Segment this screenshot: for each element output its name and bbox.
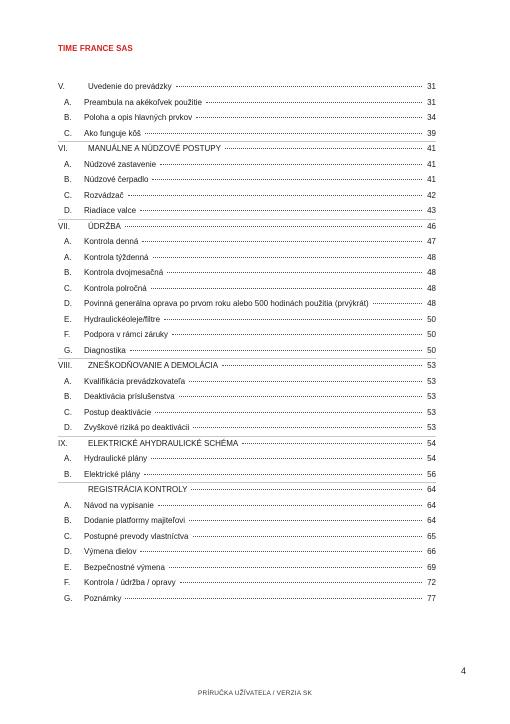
toc-entry-page: 48 bbox=[427, 299, 436, 308]
dot-leader bbox=[191, 489, 422, 490]
toc-entry[interactable] bbox=[58, 561, 436, 575]
toc-entry-number: C. bbox=[64, 407, 72, 417]
toc-entry-page: 42 bbox=[427, 190, 436, 200]
toc-entry-title: Kontrola denná bbox=[84, 237, 139, 246]
toc-entry-number: A. bbox=[64, 159, 72, 169]
dot-leader bbox=[145, 133, 422, 134]
toc-entry[interactable] bbox=[58, 96, 436, 110]
toc-entry-number: E. bbox=[64, 314, 72, 324]
dot-leader bbox=[179, 396, 422, 397]
toc-entry[interactable] bbox=[58, 266, 436, 280]
toc-entry-number: B. bbox=[64, 469, 72, 479]
dot-leader bbox=[151, 458, 422, 459]
page-number: 4 bbox=[460, 666, 466, 676]
toc-entry-page: 53 bbox=[427, 361, 436, 370]
toc-entry[interactable] bbox=[58, 251, 436, 265]
toc-entry[interactable] bbox=[58, 80, 436, 94]
toc-entry[interactable] bbox=[58, 390, 436, 404]
toc-entry-page: 50 bbox=[427, 314, 436, 324]
toc-entry-title: Kontrola polročná bbox=[84, 283, 147, 293]
toc-entry-number: B. bbox=[64, 175, 72, 184]
toc-entry-page: 65 bbox=[427, 531, 436, 541]
toc-entry-page: 31 bbox=[427, 82, 436, 91]
dot-leader bbox=[373, 303, 422, 304]
toc-entry[interactable] bbox=[58, 220, 436, 234]
toc-entry-page: 64 bbox=[427, 516, 436, 525]
toc-entry-title: MANUÁLNE A NÚDZOVÉ POSTUPY bbox=[88, 144, 221, 153]
toc-entry-title: Poznámky bbox=[84, 593, 122, 603]
dot-leader bbox=[140, 551, 422, 552]
toc-entry[interactable] bbox=[58, 313, 436, 327]
toc-entry-number: VII. bbox=[58, 221, 71, 231]
toc-entry-page: 53 bbox=[427, 392, 436, 401]
toc-entry[interactable] bbox=[58, 282, 436, 296]
dot-leader bbox=[169, 567, 422, 568]
toc-entry-number: C. bbox=[64, 190, 72, 200]
toc-entry-page: 53 bbox=[427, 376, 436, 386]
toc-entry-page: 66 bbox=[427, 547, 436, 556]
section-divider bbox=[58, 141, 436, 142]
dot-leader bbox=[176, 86, 422, 87]
toc-entry-page: 56 bbox=[427, 469, 436, 479]
dot-leader bbox=[189, 381, 422, 382]
toc-entry-page: 54 bbox=[427, 454, 436, 463]
toc-entry-number: F. bbox=[64, 330, 71, 339]
toc-entry[interactable] bbox=[58, 468, 436, 482]
toc-entry-title: REGISTRÁCIA KONTROLY bbox=[88, 485, 188, 494]
toc-entry[interactable] bbox=[58, 576, 436, 590]
toc-entry-number: A. bbox=[64, 237, 72, 246]
dot-leader bbox=[140, 210, 422, 211]
toc-entry[interactable] bbox=[58, 452, 436, 466]
toc-entry-title: ELEKTRICKÉ AHYDRAULICKÉ SCHÉMA bbox=[88, 438, 239, 448]
toc-entry-page: 50 bbox=[427, 345, 436, 355]
toc-entry-page: 72 bbox=[427, 578, 436, 587]
toc-entry-title: Ako funguje kôš bbox=[84, 128, 141, 138]
toc-entry-page: 48 bbox=[427, 268, 436, 277]
toc-entry[interactable] bbox=[58, 158, 436, 172]
toc-entry-number: D. bbox=[64, 547, 72, 556]
dot-leader bbox=[155, 412, 422, 413]
toc-entry-number: A. bbox=[64, 97, 72, 107]
dot-leader bbox=[164, 319, 422, 320]
section-divider bbox=[58, 436, 436, 437]
toc-entry-title: Podpora v rámci záruky bbox=[84, 330, 169, 339]
toc-entry-title: Hydraulické plány bbox=[84, 454, 148, 463]
dot-leader bbox=[153, 257, 423, 258]
toc-entry-title: Zvyškové riziká po deaktivácii bbox=[84, 423, 190, 432]
dot-leader bbox=[193, 427, 422, 428]
toc-entry-number: VIII. bbox=[58, 361, 73, 370]
toc-entry[interactable] bbox=[58, 142, 436, 156]
toc-entry-title: Hydraulickéoleje/filtre bbox=[84, 314, 161, 324]
toc-entry-page: 54 bbox=[427, 438, 436, 448]
toc-entry-page: 64 bbox=[427, 500, 436, 510]
toc-entry-title: Núdzové čerpadlo bbox=[84, 175, 149, 184]
toc-entry-number: D. bbox=[64, 206, 72, 215]
toc-entry-page: 53 bbox=[427, 423, 436, 432]
toc-entry[interactable] bbox=[58, 545, 436, 559]
dot-leader bbox=[128, 195, 422, 196]
toc-entry[interactable] bbox=[58, 406, 436, 420]
dot-leader bbox=[130, 350, 422, 351]
dot-leader bbox=[222, 365, 422, 366]
toc-entry-title: Kontrola / údržba / opravy bbox=[84, 578, 176, 587]
toc-entry-title: Kontrola týždenná bbox=[84, 252, 149, 262]
dot-leader bbox=[152, 179, 422, 180]
toc-entry-title: Dodanie platformy majiteľovi bbox=[84, 516, 186, 525]
toc-entry-number: D. bbox=[64, 423, 72, 432]
toc-entry-page: 48 bbox=[427, 283, 436, 293]
footer-text: PRÍRUČKA UŽÍVATEĽA / VERZIA SK bbox=[197, 690, 313, 697]
toc-entry[interactable] bbox=[58, 437, 436, 451]
toc-entry-number: B. bbox=[64, 268, 72, 277]
toc-entry-page: 47 bbox=[427, 237, 436, 246]
toc-entry-number: F. bbox=[64, 578, 71, 587]
dot-leader bbox=[151, 288, 422, 289]
toc-entry-title: Poloha a opis hlavných prvkov bbox=[84, 113, 193, 122]
toc-entry-page: 43 bbox=[427, 206, 436, 215]
toc-entry-number: B. bbox=[64, 392, 72, 401]
toc-entry-page: 64 bbox=[427, 485, 436, 494]
toc-entry-number: A. bbox=[64, 252, 72, 262]
toc-entry-title: Kontrola dvojmesačná bbox=[84, 268, 164, 277]
toc-entry-page: 39 bbox=[427, 128, 436, 138]
toc-entry-number: C. bbox=[64, 128, 72, 138]
toc-entry[interactable] bbox=[58, 328, 436, 342]
toc-entry-page: 53 bbox=[427, 407, 436, 417]
toc-entry[interactable] bbox=[58, 499, 436, 513]
toc-entry-page: 41 bbox=[427, 175, 436, 184]
toc-entry-title: Preambula na akékoľvek použitie bbox=[84, 97, 202, 107]
dot-leader bbox=[160, 164, 422, 165]
toc-entry[interactable] bbox=[58, 375, 436, 389]
toc-entry-page: 46 bbox=[427, 221, 436, 231]
toc-entry[interactable] bbox=[58, 421, 436, 435]
toc-entry-title: Postup deaktivácie bbox=[84, 407, 152, 417]
toc-entry-number: B. bbox=[64, 516, 72, 525]
dot-leader bbox=[125, 598, 422, 599]
dot-leader bbox=[242, 443, 422, 444]
toc-entry-title: Núdzové zastavenie bbox=[84, 159, 157, 169]
dot-leader bbox=[180, 582, 422, 583]
toc-entry-number: E. bbox=[64, 562, 72, 572]
toc-entry[interactable] bbox=[58, 530, 436, 544]
toc-entry-title: Povinná generálna oprava po prvom roku alebo 500 hodinách použitia (prvýkrát) bbox=[84, 299, 369, 308]
toc-entry-number: D. bbox=[64, 299, 72, 308]
toc-entry-page: 34 bbox=[427, 113, 436, 122]
toc-entry-page: 50 bbox=[427, 330, 436, 339]
toc-entry-number: C. bbox=[64, 283, 72, 293]
toc-entry-title: Deaktivácia príslušenstva bbox=[84, 392, 175, 401]
toc-entry-title: Postupné prevody vlastníctva bbox=[84, 531, 189, 541]
section-divider bbox=[58, 482, 436, 483]
dot-leader bbox=[189, 520, 422, 521]
toc-entry-number: IX. bbox=[58, 438, 68, 448]
toc-entry[interactable] bbox=[58, 514, 436, 528]
toc-entry-title: Rozvádzač bbox=[84, 190, 124, 200]
toc-entry-title: Uvedenie do prevádzky bbox=[88, 82, 172, 91]
toc-entry-number: C. bbox=[64, 531, 72, 541]
dot-leader bbox=[158, 505, 422, 506]
toc-entry-title: Elektrické plány bbox=[84, 469, 141, 479]
toc-entry[interactable] bbox=[58, 344, 436, 358]
toc-entry[interactable] bbox=[58, 483, 436, 497]
toc-entry[interactable] bbox=[58, 111, 436, 125]
dot-leader bbox=[225, 148, 422, 149]
dot-leader bbox=[206, 102, 422, 103]
toc-entry-number: A. bbox=[64, 454, 72, 463]
dot-leader bbox=[142, 241, 422, 242]
toc-entry[interactable] bbox=[58, 235, 436, 249]
dot-leader bbox=[196, 117, 422, 118]
toc-entry-title: Výmena dielov bbox=[84, 547, 137, 556]
toc-entry-number: A. bbox=[64, 500, 72, 510]
toc-entry-number: V. bbox=[58, 82, 65, 91]
dot-leader bbox=[125, 226, 422, 227]
toc-entry-number: B. bbox=[64, 113, 72, 122]
section-divider bbox=[58, 219, 436, 220]
toc-entry-title: ZNEŠKODŇOVANIE A DEMOLÁCIA bbox=[88, 361, 219, 370]
toc-entry[interactable] bbox=[58, 204, 436, 218]
toc-entry-number: VI. bbox=[58, 144, 68, 153]
toc-entry-number: G. bbox=[64, 593, 73, 603]
toc-entry-title: Návod na vypisanie bbox=[84, 500, 154, 510]
toc-entry[interactable] bbox=[58, 359, 436, 373]
toc-entry[interactable] bbox=[58, 297, 436, 311]
toc-entry-page: 31 bbox=[427, 97, 436, 107]
toc-entry-page: 48 bbox=[427, 252, 436, 262]
toc-entry-page: 41 bbox=[427, 144, 436, 153]
toc-entry-page: 69 bbox=[427, 562, 436, 572]
section-divider bbox=[58, 358, 436, 359]
toc-entry-page: 77 bbox=[427, 593, 436, 603]
toc-entry-title: ÚDRŽBA bbox=[88, 221, 121, 231]
toc-entry-title: Bezpečnostné výmena bbox=[84, 562, 165, 572]
toc-entry-title: Kvalifikácia prevádzkovateľa bbox=[84, 376, 186, 386]
toc-entry-page: 41 bbox=[427, 159, 436, 169]
toc-entry-number: G. bbox=[64, 345, 73, 355]
toc-entry-number: A. bbox=[64, 376, 72, 386]
toc-entry[interactable] bbox=[58, 592, 436, 606]
toc-entry[interactable] bbox=[58, 127, 436, 141]
dot-leader bbox=[193, 536, 422, 537]
toc-entry-title: Diagnostika bbox=[84, 345, 126, 355]
dot-leader bbox=[172, 334, 422, 335]
dot-leader bbox=[167, 272, 422, 273]
toc-entry[interactable] bbox=[58, 189, 436, 203]
toc-entry-title: Riadiace valce bbox=[84, 206, 137, 215]
company-header: TIME FRANCE SAS bbox=[58, 44, 133, 53]
dot-leader bbox=[144, 474, 422, 475]
toc-entry[interactable] bbox=[58, 173, 436, 187]
